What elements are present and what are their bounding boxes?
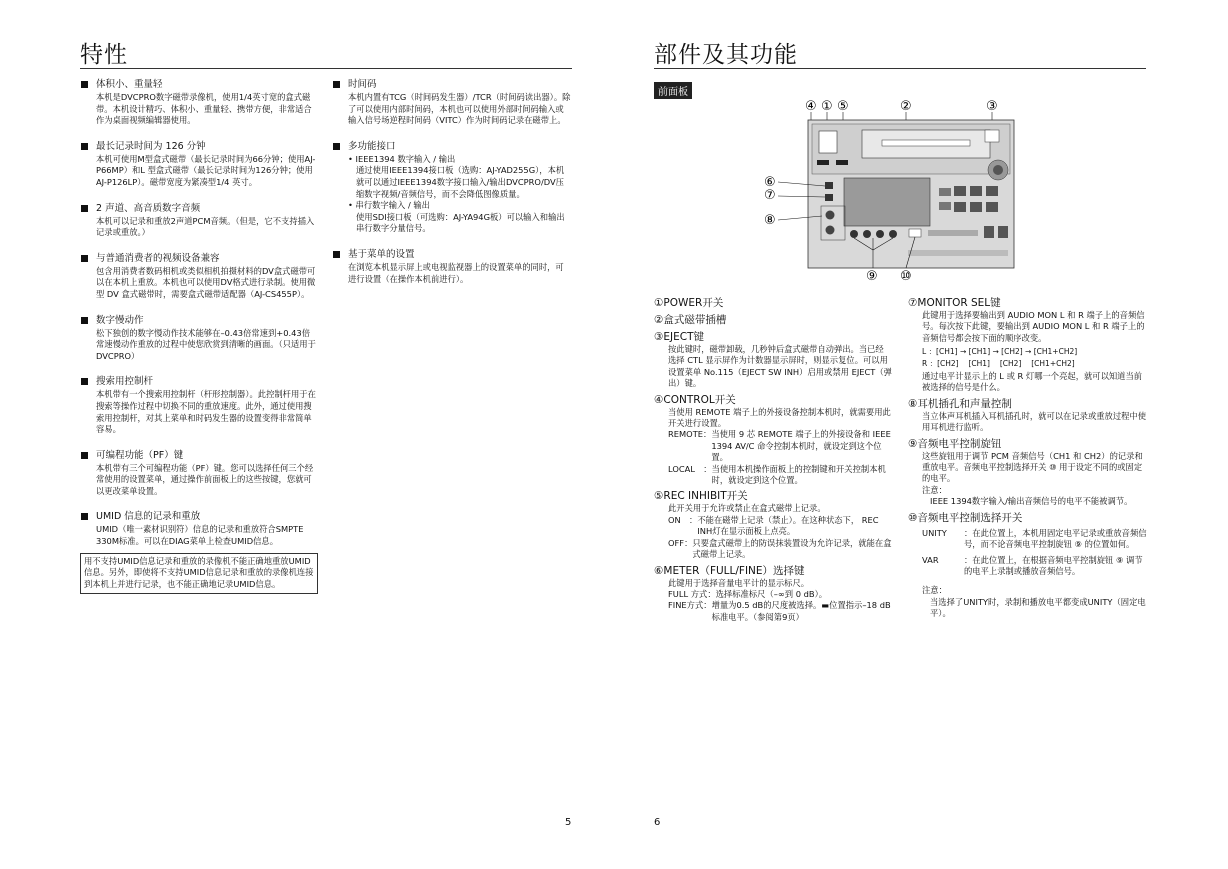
feature-body: 松下独创的数字慢动作技术能够在–0.43倍常速到+0.43倍常速慢动作重放的过程中使您欣赏到清晰的画面。（只适用于DVCPRO） [96,327,316,361]
parts-column-1 [654,296,892,626]
feature-body: UMID（唯一素材识别符）信息的记录和重放符合SMPTE 330M标准。可以在DIAG菜单上检查UMID信息。 [96,524,304,547]
front-panel-diagram [764,98,1024,286]
feature-section [332,78,572,127]
callout-10: ⑩ [900,269,912,284]
callout-6: ⑥ [764,175,776,190]
item-cassette-slot: ②盒式磁带插槽 [654,314,727,326]
item-control: ④CONTROL开关 当使用 REMOTE 端子上的外接设备控制本机时，就需要用此开关进行设置。 REMOTE： 当使用 9 芯 REMOTE 端子上的外接设备和 IEEE 1394 AV/C 命令控制本机时，就设定到这个位置。 LOCAL ： 当使用本机操作面板上的控制键和开关控制本机时，就设定到这个位置。 [654,393,891,486]
feature-section [80,78,318,127]
callout-9: ⑨ [866,269,878,284]
feature-body: 包含用消费者数码相机或类似相机拍摄材料的DV盒式磁带可以在本机上重放。本机也可以使用DV格式进行录制。使用微型 DV 盒式磁带时，需要盒式磁带适配器（AJ-CS455P）。 [96,265,316,299]
feature-section [80,252,318,301]
umid-note-box: 用不支持UMID信息记录和重放的录像机不能正确地重放UMID信息。另外，即使将不支持UMID信息记录和重放的录像机连接到本机上并进行记录，也不能正确地记录UMID信息。 [80,553,318,594]
item-monitor-sel: ⑦MONITOR SEL键 此键用于选择要输出到 AUDIO MON L 和 R 端子上的音频信号。每次按下此键，要输出到 AUDIO MON L 和 R 端子上的音频信号都会按下面的顺序改变。 L ：[CH1] → [CH1] → [CH2] → [CH1+CH2] R ：[CH2] [CH1] [CH2] [CH1+CH2] 通过电平计显示上的 L 或 R 灯哪一个亮起，就可以知道当前被选择的信号是什么。 [908,297,1145,393]
callout-7: ⑦ [764,188,776,203]
feature-section [332,248,572,285]
display-panel-icon [844,178,930,226]
feature-body: 本机可使用M型盒式磁带（最长记录时间为66分钟；使用AJ-P66MP）和L 型盒式磁带（最长记录时间为126分钟；使用AJ-P126LP）。磁带宽度为紧凑型1/4 英寸。 [96,153,316,187]
audio-level-select-switch-icon [909,229,921,237]
item-audio-level-knob: ⑨音频电平控制旋钮 这些旋钮用于调节 PCM 音频信号（CH1 和 CH2）的记录和重放电平。音频电平控制选择开关 ⑩ 用于设定不同的或固定的电平。 注意： IEEE 1394数字输入/输出音频信号的电平不能被调节。 [908,437,1143,507]
callout-4: ④ [805,99,817,114]
headphone-jack-icon [826,211,835,220]
feature-title: 2 声道、高音质数字音频 [80,202,318,215]
feature-body: 本机带有三个可编程功能（PF）键。您可以选择任何三个经常使用的设置菜单，通过操作前面板上的这些按键，您就可以更改菜单设置。 [96,462,314,496]
feature-title: 搜索用控制杆 [80,375,318,388]
callout-1: ① [821,99,833,114]
feature-title: 数字慢动作 [80,314,318,327]
page-number: 5 [565,817,572,828]
feature-title: 基于菜单的设置 [332,248,572,261]
title-rule [80,68,572,69]
feature-subtitle: • IEEE1394 数字输入 / 输出 [348,153,456,164]
features-column-1 [80,78,318,594]
feature-section [80,314,318,363]
feature-body: 本机带有一个搜索用控制杆（杆形控制器）。此控制杆用于在搜索等操作过程中切换不同的重放速度。此外，通过使用搜索用控制杆，对其上菜单和时码发生器的设置变得非常简单容易。 [96,389,316,435]
item-meter: ⑥METER（FULL/FINE）选择键 此键用于选择音量电平计的显示标尺。 FULL 方式： 选择标准标尺（–∞到 0 dB）。 FINE方式： 增量为0.5 dB的尺度被选择。▬位置指示–18 dB标准电平。（参阅第9页） [654,564,891,622]
features-column-2 [332,78,572,298]
feature-subtitle: • 串行数字输入 / 输出 [348,200,430,211]
feature-section [80,140,318,189]
page-number: 6 [654,817,661,828]
feature-title: 可编程功能（PF）键 [80,449,318,462]
feature-section [332,140,572,235]
item-power: ①POWER开关 [654,297,724,309]
front-panel-badge: 前面板 [654,82,692,99]
feature-title: 体积小、重量轻 [80,78,318,91]
feature-title: 与普通消费者的视频设备兼容 [80,252,318,265]
feature-body: 本机可以记录和重放2声道PCM音频。（但是，它不支持插入记录或重放。） [96,215,315,238]
item-eject: ③EJECT键 按此键时，磁带卸载，几秒钟后盒式磁带自动弹出。当已经选择 CTL 显示屏作为计数器显示屏时，则显示复位。可以用设置菜单 No.115（EJECT SW INH）启用或禁用 EJECT（弹出）键。 [654,331,892,389]
callout-2: ② [900,99,912,114]
feature-section [80,375,318,435]
callout-3: ③ [986,99,998,114]
feature-section [80,449,318,498]
title-rule [654,68,1146,69]
feature-title: UMID 信息的记录和重放 [80,510,318,523]
feature-title: 多功能接口 [332,140,572,153]
item-audio-level-select: ⑩音频电平控制选择开关 UNITY ：在此位置上，本机用固定电平记录或重放音频信号，而不论音频电平控制旋钮 ⑨ 的位置如何。 VAR ：在此位置上，在根据音频电平控制旋钮 ⑨ 调节的电平上录制或播放音频信号。 注意： 当选择了UNITY时，录制和播放电平都变成UNITY（固定电平）。 [908,511,1147,619]
right-page [614,0,1228,869]
item-rec-inhibit: ⑤REC INHIBIT开关 此开关用于允许或禁止在盒式磁带上记录。 ON ： 不能在磁带上记录（禁止）。在这种状态下， REC INH灯在显示面板上点亮。 OFF： 只要盒式磁带上的防误抹装置设为允许记录，就能在盒式磁带上记录。 [654,490,892,560]
callout-5: ⑤ [837,99,849,114]
power-switch-icon [819,131,837,153]
parts-column-2 [908,296,1148,623]
feature-title: 最长记录时间为 126 分钟 [80,140,318,153]
feature-subbody: 使用SDI接口板（可选购：AJ-YA94G板）可以输入和输出串行数字分量信号。 [356,211,565,234]
feature-section [80,510,318,547]
item-headphones: ⑧耳机插孔和声量控制 当立体声耳机插入耳机插孔时，就可以在记录或重放过程中使用耳机进行监听。 [908,397,1147,433]
feature-body: 本机内置有TCG（时间码发生器）/TCR（时间码读出器）。除了可以使用内部时间码，本机也可以使用外部时间码输入或输入信号场逆程时间码（VITC）作为时间码记录在磁带上。 [348,92,571,126]
feature-title: 时间码 [332,78,572,91]
callout-8: ⑧ [764,213,776,228]
feature-body: 在浏览本机显示屏上或电视监视器上的设置菜单的同时，可进行设置（在操作本机前进行）。 [348,261,564,284]
eject-key-icon [985,130,999,142]
page-title: 特性 [80,42,128,68]
feature-section [80,202,318,239]
page-title: 部件及其功能 [654,42,798,68]
feature-subbody: 通过使用IEEE1394接口板（选购：AJ-YAD255G），本机就可以通过IEEE1394数字接口输入/输出DVCPRO/DV压缩数字视频/音频信号，而不会降低图像质量。 [356,165,565,199]
audio-level-knob-icon [850,230,858,238]
feature-body: 本机是DVCPRO数字磁带录像机，使用1/4英寸宽的盒式磁带。本机设计精巧、体积小、重量轻、携带方便，非常适合作为桌面视频编辑器使用。 [96,92,312,126]
